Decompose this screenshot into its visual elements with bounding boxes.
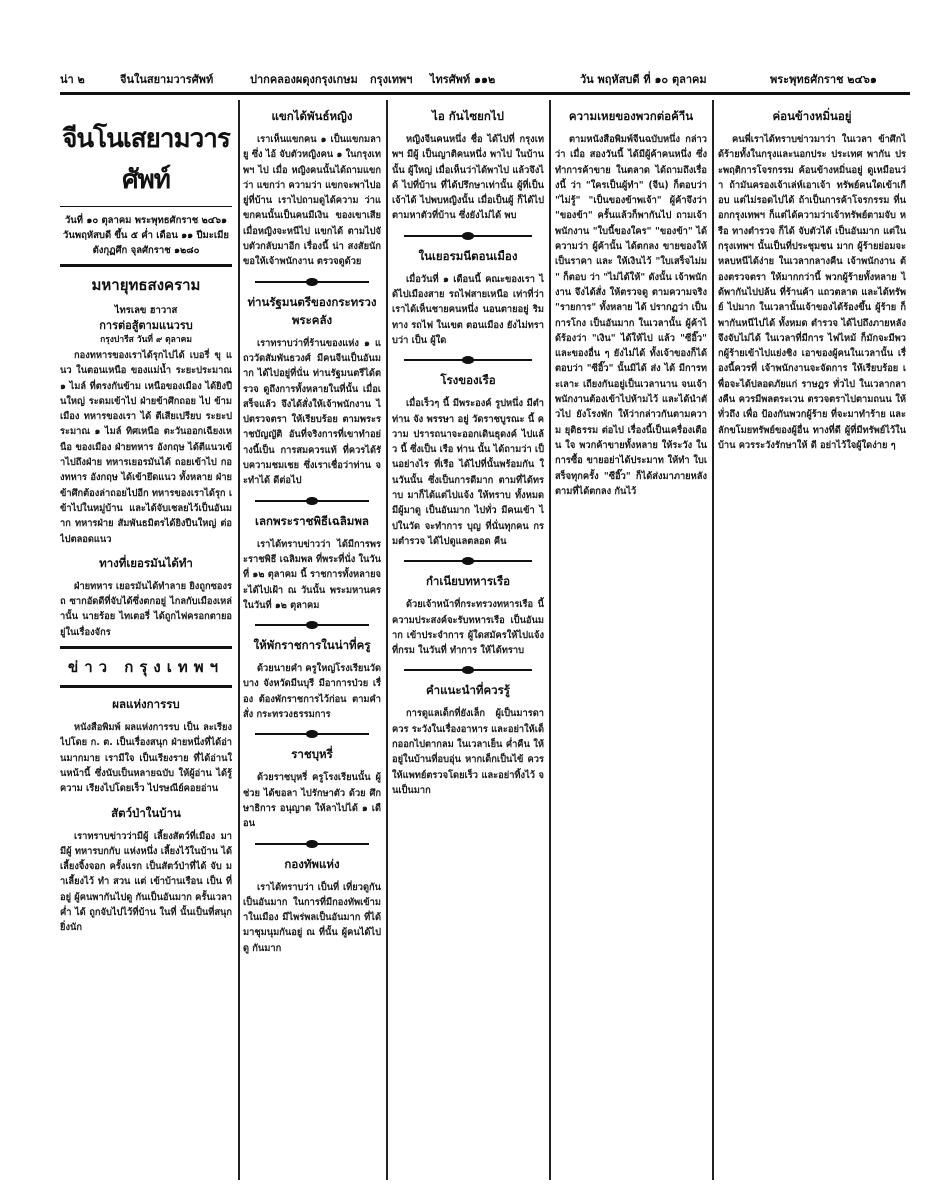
- headline: ผลแห่งการรบ: [112, 697, 180, 712]
- article-body: เราทราบว่าที่ร้านของแห่ง ๑ แถววัดสัมพันธวงศ์ มีคนจีนเป็นอันมาก ได้ไปอยู่ที่นั่น ท่านรัฐมนตรีได้ตรวจ ดูถึงการทั้งหลายในที่นั้น เมื่อเสร็จแล้ว จึงได้สั่งให้เจ้าพนักงาน ไปตรวจตรา ให้เรียบร้อย ตามพระราชบัญญัติ อันที่จริงการที่เขาทำอย่างนี้เป็น การสมควรแท้ ที่ควรได้รับความชมเชย ซึ่งเราเชื่อว่าท่าน จะทำได้ ดีต่อไป: [243, 337, 381, 487]
- ornament-divider: [255, 497, 369, 505]
- article-body: เราทราบข่าวว่ามีผู้ เลี้ยงสัตว์ที่เมือง มา มีผู้ ทหารบกกับ แห่งหนึ่ง เลี้ยงไว้ในบ้าน ได้ เลี้ยงจิ้งจอก ครั้งแรก เป็นสัตว์ป่าที่ได้ จับ มาเลี้ยงไว้ ทำ สวน แต่ เข้าบ้านเรือน เป็น ที่อยู่ ผู้คนพากันไปดู กันเป็นอันมาก ครั้นเวลาค่ำ ได้ ถูกจับไปไว้ที่บ้าน ในที่ นั้นเป็นที่สนุกยิ่งนัก: [60, 830, 232, 934]
- headline: ค่อนข้างหมิ่นอยู่: [772, 109, 852, 123]
- office-address: ปากคลองผดุงกรุงเกษม: [250, 73, 358, 86]
- headline: คำแนะนำที่ควรรู้: [425, 683, 510, 698]
- headline: ให้พักราชการในน่าที่ครู: [253, 638, 371, 653]
- article-body: หญิงจีนคนหนึ่ง ชื่อ ได้ไปที่ กรุงเทพฯ มีผู้ เป็นญาติคนหนึ่ง พาไป ในบ้านนั้น ผู้ใหญ่ เมื่อเห็นว่าได้พาไป แล้วจึงได้ ไปที่บ้าน ที่ได้ปรึกษาเท่านั้น ผู้ที่เป็นเจ้าได้ ไปพบหญิงนั้น เมื่อเป็นผู้ ก็ได้ไปตามหาตัวที่บ้าน ซึ่งยังไม่ได้ พบ: [392, 134, 544, 222]
- ornament-divider: [255, 840, 369, 848]
- article-body: หนังสือพิมพ์ ผลแห่งการรบ เป็น ละเรียงไปโดย ก. ต. เป็นเรื่องสนุก ฝ่ายหนึ่งที่ได้อ่านมากมาย เรามีใจ เป็นเรียงราย ที่ได้อ่านในหน้านี้ ซึ่งนับเป็นหลายฉบับ ให้ผู้อ่าน ได้รู้ความ เรียงไปโดยเร็ว ไปรษณีย์คอยอ่าน: [60, 722, 232, 795]
- subhead: การต่อสู้ตามแนวรบ: [99, 319, 193, 332]
- article-body: ฝ่ายทหาร เยอรมันได้ทำลาย ยิงถูกซองรถ ซากอัดดีที่จับได้ซึ่งตกอยู่ ไกลกับเมืองเหล่านั้น นายร้อย ไทเตอรี่ ได้ถูกไฟครอกตายอยู่ในเรื่องจักร: [60, 580, 232, 638]
- article-body: ด้วยเจ้าหน้าที่กระทรวงทหารเรือ นี้ ความประสงค์จะรับทหารเรือ เป็นอันมาก เข้าประจำการ ผู้ใดสมัครให้ไปแจ้งที่กรม ในวันที่ ทำการ ให้ได้ทราบ: [392, 599, 544, 657]
- headline: โรงของเรือ: [440, 373, 496, 388]
- headline: กองทัพแห่ง: [284, 856, 340, 871]
- article-body: ตามหนังสือพิมพ์จีนฉบับหนึ่ง กล่าวว่า เมื่อ สองวันนี้ ได้มีผู้ค้าคนหนึ่ง ซึ่ง ทำการค้าขาย ในตลาด ได้ถามถึงเรื่องนี้ ว่า "ใครเป็นผู้ทำ" (จีน) ก็ตอบว่า "ไม่รู้" "เป็นของข้าพเจ้า" ผู้ค้าจึงว่า "ของข้า" ครั้นแล้วก็พากันไป ถามเจ้าพนักงาน "ใบนี้ของใคร" "ของข้า" ได้ความว่า ผู้ค้านั้น ได้ตกลง ขายของให้ เป็นราคา และ ให้เงินไว้ "ใบเสร็จไม่มี" ก็ตอบ ว่า "ไม่ได้ให้" ดังนั้น เจ้าพนักงาน จึงได้สั่ง ให้ตรวจดู ตามความจริง "รายการ" ทั้งหลาย ได้ ปรากฏว่า เป็นการโกง เป็นอันมาก ในเวลานั้น ผู้ค้าได้ร้องว่า "เงิน" ได้ให้ไป แล้ว "ซีอิ๊ว" และของอื่น ๆ ยังไม่ได้ ทั้งเจ้าของก็ได้ตอบว่า "ซีอิ๊ว" นั้นมิได้ ส่ง ได้ มีการทะเลาะ เถียงกันอยู่เป็นเวลานาน จนเจ้าพนักงานต้องเข้าไปห้ามไว้ และได้นำตัวไป ยังโรงพัก ให้ว่ากล่าวกันตามความ ยุติธรรม ต่อไป เรื่องนี้เป็นเครื่องเตือน ใจ พวกค้าขายทั้งหลาย ให้ระวัง ในการซื้อ ขายอย่าได้ประมาท ให้ทำ ใบเสร็จทุกครั้ง "ซีอิ๊ว" ก็ได้ส่งมาภายหลัง ตามที่ได้ตกลง กันไว้: [555, 134, 707, 497]
- ornament-divider: [255, 730, 369, 738]
- headline: ความเหยของพวกต่อค้าีน: [568, 109, 694, 123]
- article-body: ด้วยนายคำ ครูใหญ่โรงเรียนวัดบาง จังหวัดมีนบุรี มีอาการป่วย เรื่อง ต้องพักราชการไว้ก่อน ตามคำสั่ง กระทรวงธรรมการ: [243, 663, 381, 721]
- column-divider: [386, 100, 388, 1180]
- rule: [60, 646, 232, 649]
- date-line: วันพฤหัสบดี ขึ้น ๕ ค่ำ เดือน ๑๑ ปีมะเมีย: [63, 230, 229, 241]
- running-head: [60, 70, 910, 88]
- headline: ราชบุหรี่: [291, 747, 333, 762]
- headline: ท่านรัฐมนตรีของกระทรวงพระคลัง: [247, 294, 377, 327]
- article-body: การดูแลเด็กที่ยังเล็ก ผู้เป็นมารดา ควร ระวังในเรื่องอาหาร และอย่าให้เด็กออกไปตากลม ในเวลาเย็น ค่ำคืน ให้อยู่ในบ้านที่อบอุ่น หากเด็กเป็นไข้ ควร ให้แพทย์ตรวจโดยเร็ว และอย่าทิ้งไว้ จนเป็นมาก: [392, 708, 544, 796]
- date-line: วันที่ ๑๐ ตุลาคม พระพุทธศักราช ๒๔๖๑: [64, 215, 228, 226]
- article-body: ด้วยราชบุหรี่ ครูโรงเรียนนั้น ผู้ช่วย ได้ขอลา ไปรักษาตัว ด้วย ศึกษาธิการ อนุญาต ให้ลาไปได้ ๑ เดือน: [243, 772, 381, 830]
- headline: ไอ กันไซยกไป: [432, 109, 504, 123]
- article-body: เมื่อเร็วๆ นี้ มีพระองค์ รูปหนึ่ง มีตำ ท่าน จัง พรรษา อยู่ วัดราชบูรณะ นี้ ความ ปรารถนาจะออกเดินธุดงค์ ไปแล้ว นี้ ซึ่งเป็น เรือ ท่าน นั้น ได้ถามว่า เป็นอย่างไร ที่เรือ ได้ไปที่นั้นพร้อมกัน ในวันนั้น ซึ่งเป็นการดีมาก ตามที่ได้ทราบ มาก็ได้แต่ไปแจ้ง ให้ทราบ ทั้งหมด มีผู้มาดู เป็นอันมาก ไปทั่ว มีคนเข้า ไปในวัด จะทำการ บุญ ที่นั่นทุกคน กรมตำรวจ ได้ไปดูแลตลอด คืน: [392, 398, 544, 547]
- headline: ในเยอรมนีตอนเมือง: [418, 248, 518, 263]
- article-body: เราได้ทราบว่า เป็นที่ เที่ยวดูกันเป็นอันมาก ในการที่มีกองทัพเข้ามาในเมือง มีไพร่พลเป็นอันมาก ที่ได้มาชุมนุมกันอยู่ ณ ที่นั้น ผู้คนได้ไปดู กันมาก: [243, 881, 381, 954]
- article-body: คนพี่เราได้ทราบข่าวมาว่า ในเวลา ข้าศึกได้ร้ายทั้งในกรุงและนอกประ ประเทศ พากัน ประพฤติการโจรกรรม ค้อนข้างหมิ่นอยู่ ดูเหมือนว่า ถ้ามันครองเจ้าเล่ห์เอาเจ้า ทรัพย์คนใดเข้าเกือบ แต่ไม่รอดไปได้ ถ้าเป็นการค้าโจรกรรม ที่นอกกรุงเทพฯ ก็แต่ได้ความว่าเจ้าทรัพย์ตามจับ หรือ ทางตำรวจ ก็ได้ จับตัวได้ เป็นอันมาก แต่ในกรุงเทพฯ นั้นเป็นที่ประชุมชน มาก ผู้ร้ายย่อมจะหลบหนีได้ง่าย ในเวลากลางคืน เจ้าพนักงาน ต้องตรวจตรา ให้มากกว่านี้ พวกผู้ร้ายทั้งหลาย ได้พากันไปปล้น ที่ร้านค้า แถวตลาด และได้ทรัพย์ ไปมาก ในเวลานั้นเจ้าของได้ร้องขึ้น ผู้ร้าย ก็พากันหนีไปได้ ทั้งหมด ตำรวจ ได้ไปถึงภายหลัง จึงจับไม่ได้ ในเวลาที่มีการ ไฟไหม้ ก็มักจะมีพวกผู้ร้ายเข้าไปแย่งชิง เอาของผู้คนในเวลานั้น เรื่องนี้ควรที่ เจ้าพนักงานจะจัดการ ให้เรียบร้อย เพื่อจะได้ปลอดภัยแก่ ราษฎร ทั่วไป ในเวลากลางคืน ควรมีพลตระเวน ตรวจตราไปตามถนน ให้ทั่วถึง เพื่อ ป้องกันพวกผู้ร้าย ที่จะมาทำร้าย และ ลักขโมยทรัพย์ของผู้อื่น ทางที่ดี ผู้ที่มีทรัพย์ไว้ในบ้าน ควรระวังรักษาให้ ดี อย่าไว้ใจผู้ใดง่าย ๆ: [718, 134, 906, 451]
- ornament-divider: [404, 557, 532, 565]
- headline: แขกได้พันธ์หญิง: [271, 109, 353, 123]
- column-divider: [712, 100, 714, 1180]
- page-number: น่า ๒: [60, 73, 85, 86]
- ornament-divider: [404, 232, 532, 240]
- issue-date: วัน พฤหัสบดี ที่ ๑๐ ตุลาคม: [580, 73, 707, 86]
- subhead: ไทรเลข ฮาวาส: [114, 305, 178, 316]
- column-2: [243, 100, 381, 1185]
- headline: กำเนียบทหารเรือ: [425, 574, 511, 589]
- city: กรุงเทพฯ: [370, 73, 413, 86]
- column-1: [60, 100, 232, 1185]
- article-body: เมื่อวันที่ ๑ เดือนนี้ คณะของเรา ได้ไปเมืองสาย รถไฟสายเหนือ เท่าที่ว่า เราได้เห็นชายคนหนึ่ง นอนตายอยู่ ริมทาง รถไฟ ในเขต ตอนเมือง ยังไม่ทราบว่า เป็น ผู้ใด: [392, 273, 544, 346]
- article-body: เราได้ทราบข่าวว่า ได้มีการพระราชพิธี เฉลิมพล ที่พระที่นั่ง ในวันที่ ๑๒ ตุลาคม นี้ ราชการทั้งหลายจะได้ไปเฝ้า ณ วันนั้น พระมหานคร ในวันที่ ๑๒ ตุลาคม: [243, 538, 381, 611]
- article-body: เราเห็นแขกคน ๑ เป็นแขกมลายู ซึ่ง ไอ้ จับตัวหญิงคน ๑ ในกรุงเทพฯ ไป เมื่อ หญิงคนนั้นได้ถามแขกว่า แขกว่า ความว่า แขกจะพาไปอยู่ที่บ้าน เราไปถามดูได้ความ ว่าแขกคนนั้นเป็นคนมีเงิน ของเขาเสีย เมื่อหญิงจะหนีไป แขกได้ ตามไปจับตัวกลับมาอีก เรื่องนี้ น่า สงสัยนัก ขอให้เจ้าพนักงาน ตรวจดูด้วย: [243, 134, 381, 268]
- ornament-divider: [404, 666, 532, 674]
- era-year: พระพุทธศักราช ๒๔๖๑: [770, 73, 877, 86]
- headline: ทางที่เยอรมันได้ทำ: [99, 555, 193, 570]
- article-body: กองทหารของเราได้รุกไปได้ เบอรี่ ขุ แนว ในตอนเหนือ ของแม่น้ำ ระยะประมาณ ๑ ไมล์ ที่ตรงกันข้าม เหนือของเมือง ได้ยิงปืนใหญ่ ระดมเข้าไป ฝ่ายข้าศึกถอย ไป ข้ามเมือง ทหารของเรา ได้ ตีเสียเปรียบ ระยะประมาณ ๑ ไมล์ ทิศเหนือ ตะวันออกเฉียงเหนือ ของเมือง ฝ่ายทหาร อังกฤษ ได้ตีแนวเข้าไปถึงฝ่าย ทหารเยอรมันได้ ถอยเข้าไป กองทหาร อังกฤษ ได้เข้ายึดแนว ทั้งหลาย ฝ่ายข้าศึกต้องล่าถอยไปอีก ทหารของเราได้รุก เข้าไปในหมู่บ้าน และได้จับเชลยไว้เป็นอันมาก ทหารฝ่าย สัมพันธมิตรได้ยิงปืนใหญ่ ต่อไปตลอดแนว: [60, 350, 232, 545]
- ornament-divider: [255, 278, 369, 286]
- rule: [60, 685, 232, 688]
- rule: [60, 264, 232, 267]
- paper-name: จีนในสยามวารศัพท์: [120, 73, 214, 86]
- headline: สัตว์ป่าในบ้าน: [111, 805, 181, 820]
- ornament-divider: [404, 356, 532, 364]
- section-title: ข่าว กรุงเทพฯ: [67, 658, 225, 677]
- headline: เลกพระราชพิธีเฉลิมพล: [255, 513, 369, 528]
- column-5: [718, 100, 906, 1185]
- date-line: ตังกุฏศึก จุลศักราช ๑๒๘๐: [92, 245, 200, 256]
- rule: [60, 206, 232, 207]
- column-divider: [549, 100, 551, 1180]
- dateline: กรุงปารีส วันที่ ๙ ตุลาคม: [100, 335, 192, 345]
- phone: ไทรศัพท์ ๑๑๒: [430, 73, 496, 86]
- column-divider: [238, 100, 240, 1180]
- masthead: จีนโนเสยามวารศัพท์: [62, 124, 230, 195]
- column-4: [555, 100, 707, 1185]
- ornament-divider: [255, 621, 369, 629]
- header-rule: [60, 92, 910, 95]
- headline: มหายุทธสงคราม: [91, 276, 201, 294]
- column-3: [392, 100, 544, 1185]
